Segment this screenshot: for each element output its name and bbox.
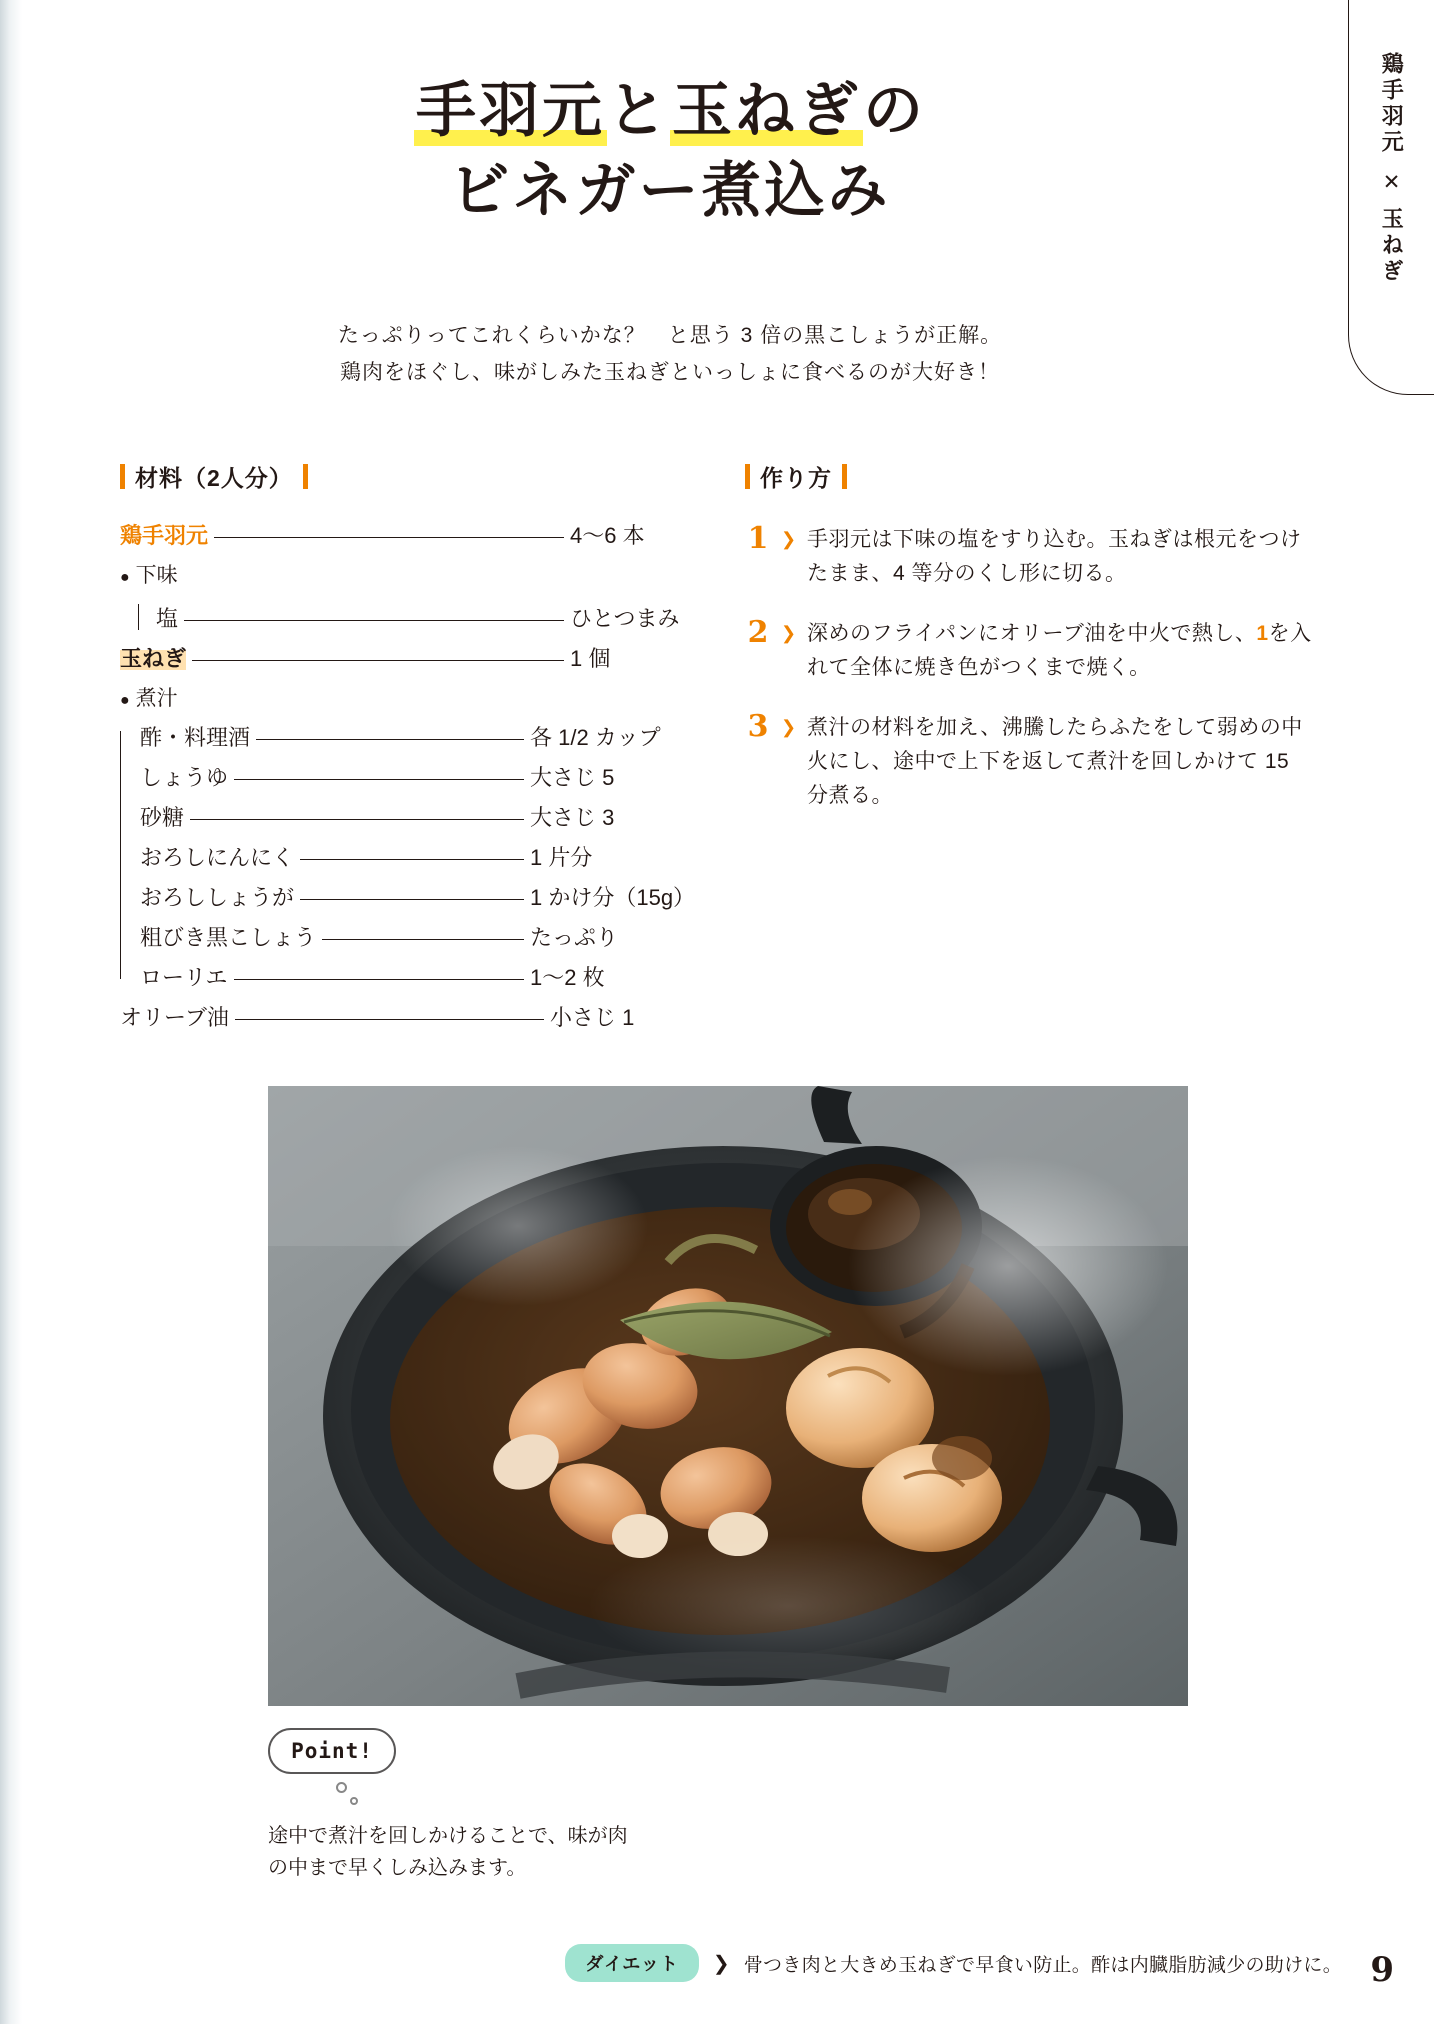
step-text [807, 617, 1315, 685]
ingredients-list [120, 525, 740, 1029]
leader-line [234, 779, 524, 780]
method-heading-label: 作り方 [760, 465, 832, 491]
list-item [120, 688, 740, 709]
point-connector-dot-large [336, 1782, 347, 1793]
ingredient-qty: 4〜6 本 [570, 523, 645, 548]
title-conjunction: と [607, 76, 670, 146]
ingredients-heading-label: 材料（2人分） [135, 465, 293, 491]
bullet-icon: ● [120, 692, 130, 709]
list-item [745, 617, 1315, 685]
title-highlight-2: 玉ねぎ [672, 76, 861, 146]
leader-line [192, 660, 564, 661]
ingredient-name: 砂糖 [140, 805, 185, 830]
brace-icon [138, 604, 152, 630]
step-text-post: を入れて全体に焼き色がつくまで焼く。 [807, 622, 1312, 680]
step-text-pre: 深めのフライパンにオリーブ油を中火で熱し、 [807, 622, 1257, 646]
chevron-right-icon: ❯ [781, 529, 797, 549]
ingredient-name: 玉ねぎ [120, 646, 187, 671]
ingredient-qty: 各 1/2 カップ [530, 725, 661, 750]
heading-bar-right [842, 464, 847, 489]
heading-bar-right [303, 464, 308, 489]
subtitle [0, 318, 1340, 392]
list-item [120, 604, 740, 630]
ingredient-qty: 1〜2 枚 [530, 965, 605, 990]
footer-content [565, 1944, 1342, 1982]
leader-line [300, 899, 524, 900]
method-heading [745, 460, 1315, 493]
list-item [140, 967, 740, 989]
list-item [140, 807, 740, 829]
list-item [120, 565, 740, 586]
ingredient-group-label: 下味 [135, 564, 178, 587]
ingredient-name: 粗びき黒こしょう [140, 925, 317, 950]
bullet-icon: ● [120, 569, 130, 586]
recipe-photo [268, 1086, 1188, 1706]
step-number: 2 [747, 615, 769, 651]
ingredient-name: オリーブ油 [120, 1005, 229, 1030]
step-number: 1 [747, 521, 769, 556]
ingredient-name: 酢・料理酒 [140, 725, 251, 750]
ingredients-section [120, 460, 740, 1047]
page-number: 9 [1370, 1950, 1394, 1990]
side-tab-sub-label: 玉ねぎ [1379, 207, 1405, 285]
title-line-1 [0, 72, 1340, 152]
heading-bar-left [745, 464, 750, 489]
footer-note: 骨つき肉と大きめ玉ねぎで早食い防止。酢は内臓脂肪減少の助けに。 [743, 1954, 1342, 1976]
chevron-right-icon: ❯ [712, 1952, 730, 1975]
list-item [140, 767, 740, 789]
step-text: 手羽元は下味の塩をすり込む。玉ねぎは根元をつけたまま、4 等分のくし形に切る。 [807, 528, 1302, 586]
chevron-right-icon: ❯ [781, 717, 797, 738]
side-tab-main-label: 鶏手羽元 [1379, 52, 1405, 156]
method-section [745, 460, 1315, 839]
list-item [745, 711, 1315, 813]
list-item [140, 847, 740, 869]
method-steps [745, 523, 1315, 813]
ingredient-qty: 1 片分 [530, 845, 593, 870]
list-item [140, 927, 740, 949]
leader-line [234, 979, 524, 980]
ingredient-name: しょうゆ [140, 765, 229, 790]
ingredient-qty: ひとつまみ [570, 606, 680, 631]
heading-bar-left [120, 464, 125, 489]
list-item [120, 648, 740, 670]
point-text-line-1: 途中で煮汁を回しかけることで、味が肉 [268, 1825, 628, 1847]
ingredient-name: 鶏手羽元 [120, 523, 209, 548]
ingredient-qty: 大さじ 3 [530, 805, 615, 830]
subtitle-line-2: 鶏肉をほぐし、味がしみた玉ねぎといっしょに食べるのが大好き！ [340, 360, 1000, 384]
leader-line [184, 620, 564, 621]
list-item [120, 1007, 740, 1029]
point-text-line-2: の中まで早くしみ込みます。 [268, 1857, 527, 1880]
chevron-right-icon: ❯ [781, 623, 797, 644]
cross-icon: ✕ [1382, 171, 1401, 194]
title-highlight-1: 手羽元 [416, 76, 605, 146]
ingredient-qty: たっぷり [530, 925, 619, 950]
photo-illustration [268, 1086, 1188, 1706]
list-item [745, 523, 1315, 591]
leader-line [300, 859, 524, 860]
leader-line [322, 939, 524, 940]
list-item [140, 887, 740, 909]
leader-line [214, 537, 564, 538]
status-badge: ダイエット [565, 1944, 699, 1982]
subtitle-line-1: たっぷりってこれくらいかな？ と思う 3 倍の黒こしょうが正解。 [337, 324, 1003, 347]
ingredient-name: ローリエ [140, 965, 228, 990]
page-left-edge [0, 0, 22, 2024]
ingredient-qty: 大さじ 5 [530, 765, 615, 790]
step-reference: 1 [1256, 622, 1269, 646]
page-title [0, 72, 1340, 232]
point-text [268, 1820, 788, 1885]
leader-line [256, 739, 524, 740]
title-particle: の [863, 76, 926, 146]
list-item [140, 727, 740, 749]
point-badge: Point! [268, 1728, 396, 1774]
step-number: 3 [747, 709, 769, 745]
ingredient-group [120, 727, 740, 989]
ingredient-qty: 小さじ 1 [550, 1005, 635, 1030]
ingredient-group-label: 煮汁 [135, 687, 178, 710]
ingredient-qty: 1 かけ分（15g） [530, 885, 696, 910]
side-tab [1348, 0, 1434, 395]
step-text: 煮汁の材料を加え、沸騰したらふたをして弱めの中火にし、途中で上下を返して煮汁を回しかけて 15 分煮る。 [807, 716, 1303, 808]
ingredient-qty: 1 個 [570, 646, 611, 671]
title-line-2: ビネガー煮込み [449, 155, 891, 226]
list-item [120, 525, 740, 547]
point-connector-dot-small [350, 1797, 358, 1805]
ingredient-name: おろしにんにく [140, 845, 295, 870]
ingredient-name: おろししょうが [140, 885, 295, 910]
leader-line [190, 819, 524, 820]
ingredients-heading [120, 460, 740, 493]
ingredient-name: 塩 [156, 606, 179, 631]
leader-line [235, 1019, 544, 1020]
